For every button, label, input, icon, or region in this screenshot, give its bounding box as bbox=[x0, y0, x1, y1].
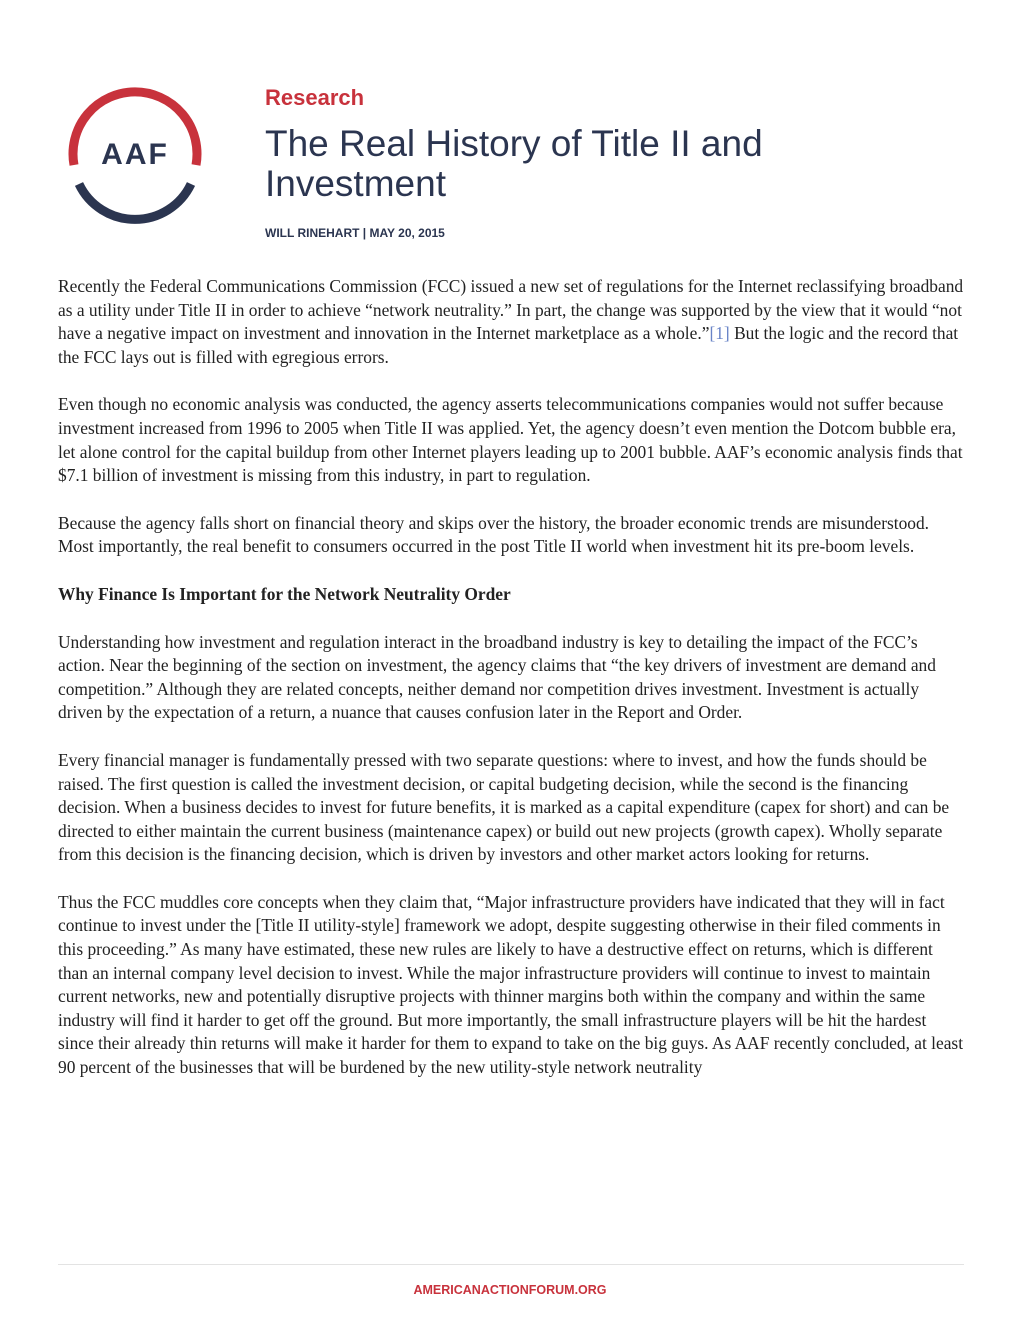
paragraph-1-text-end: But the logic and the record that the FCC lays out is filled with egregious errors. bbox=[58, 323, 959, 367]
paragraph-3: Because the agency falls short on financial theory and skips over the history, the broader economic trends are misunderstood. Most importantly, the real benefit to consumers occurred in the post Title II world when investment hit its pre-boom levels. bbox=[58, 512, 930, 557]
paragraph-1 bbox=[58, 275, 964, 369]
category-label: Research bbox=[265, 85, 365, 110]
footer-site-link[interactable]: AMERICANACTIONFORUM.ORG bbox=[413, 1283, 607, 1297]
aaf-logo bbox=[62, 80, 208, 226]
byline: WILL RINEHART | MAY 20, 2015 bbox=[265, 226, 445, 240]
footer-divider bbox=[58, 1264, 964, 1265]
article-body bbox=[58, 275, 964, 1104]
section-heading: Why Finance Is Important for the Network Neutrality Order bbox=[58, 583, 511, 604]
paragraph-4: Understanding how investment and regulation interact in the broadband industry is key to detailing the impact of the FCC’s action. Near the beginning of the section on investment, the agency claims that “the key drivers of investment are demand and competition.” Although they are related concepts, neither demand nor competition drives investment. Investment is actually driven by the expectation of a return, a nuance that causes confusion later in the Report and Order. bbox=[58, 631, 936, 723]
logo-text: AAF bbox=[101, 138, 169, 171]
footnote-link[interactable]: [1] bbox=[709, 323, 730, 344]
paragraph-6: Thus the FCC muddles core concepts when they claim that, “Major infrastructure providers have indicated that they will in fact continue to invest under the [Title II utility-style] framework we adopt, despite suggesting otherwise in their filed comments in this proceeding.” As many have estimated, these new rules are likely to have a destructive effect on returns, which is different than an internal company level decision to invest. While the major infrastructure providers will continue to invest to maintain current networks, new and potentially disruptive projects with thinner margins both within the company and within the same industry will find it harder to get off the ground. But more importantly, the small infrastructure players will be hit the hardest since their already thin returns will make it harder for them to expand to take on the big guys. As AAF recently concluded, at least 90 percent of the businesses that will be burdened by the new utility-style network neutrality bbox=[58, 891, 964, 1078]
logo-navy-arc bbox=[79, 184, 191, 219]
paragraph-5: Every financial manager is fundamentally pressed with two separate questions: where to invest, and how the funds should be raised. The first question is called the investment decision, or capital budgeting decision, while the second is the financing decision. When a business decides to invest for future benefits, it is marked as a capital expenditure (capex for short) and can be directed to either maintain the current business (maintenance capex) or build out new projects (growth capex). Wholly separate from this decision is the financing decision, which is driven by investors and other market actors looking for returns. bbox=[58, 749, 950, 865]
paragraph-1-text: Recently the Federal Communications Commission (FCC) issued a new set of regulations for the Internet reclassifying broadband as a utility under Title II in order to achieve “network neutrality.” In part, the change was supported by the view that it would “not have a negative impact on investment and innovation in the Internet marketplace as a whole.” bbox=[58, 276, 964, 344]
article-title: The Real History of Title II and Investment bbox=[265, 123, 763, 204]
article-header bbox=[265, 84, 965, 240]
paragraph-2: Even though no economic analysis was conducted, the agency asserts telecommunications companies would not suffer because investment increased from 1996 to 2005 when Title II was applied. Yet, the agency doesn’t even mention the Dotcom bubble era, let alone control for the capital buildup from other Internet players leading up to 2001 bubble. AAF’s economic analysis finds that $7.1 billion of investment is missing from this industry, in part to regulation. bbox=[58, 394, 963, 486]
